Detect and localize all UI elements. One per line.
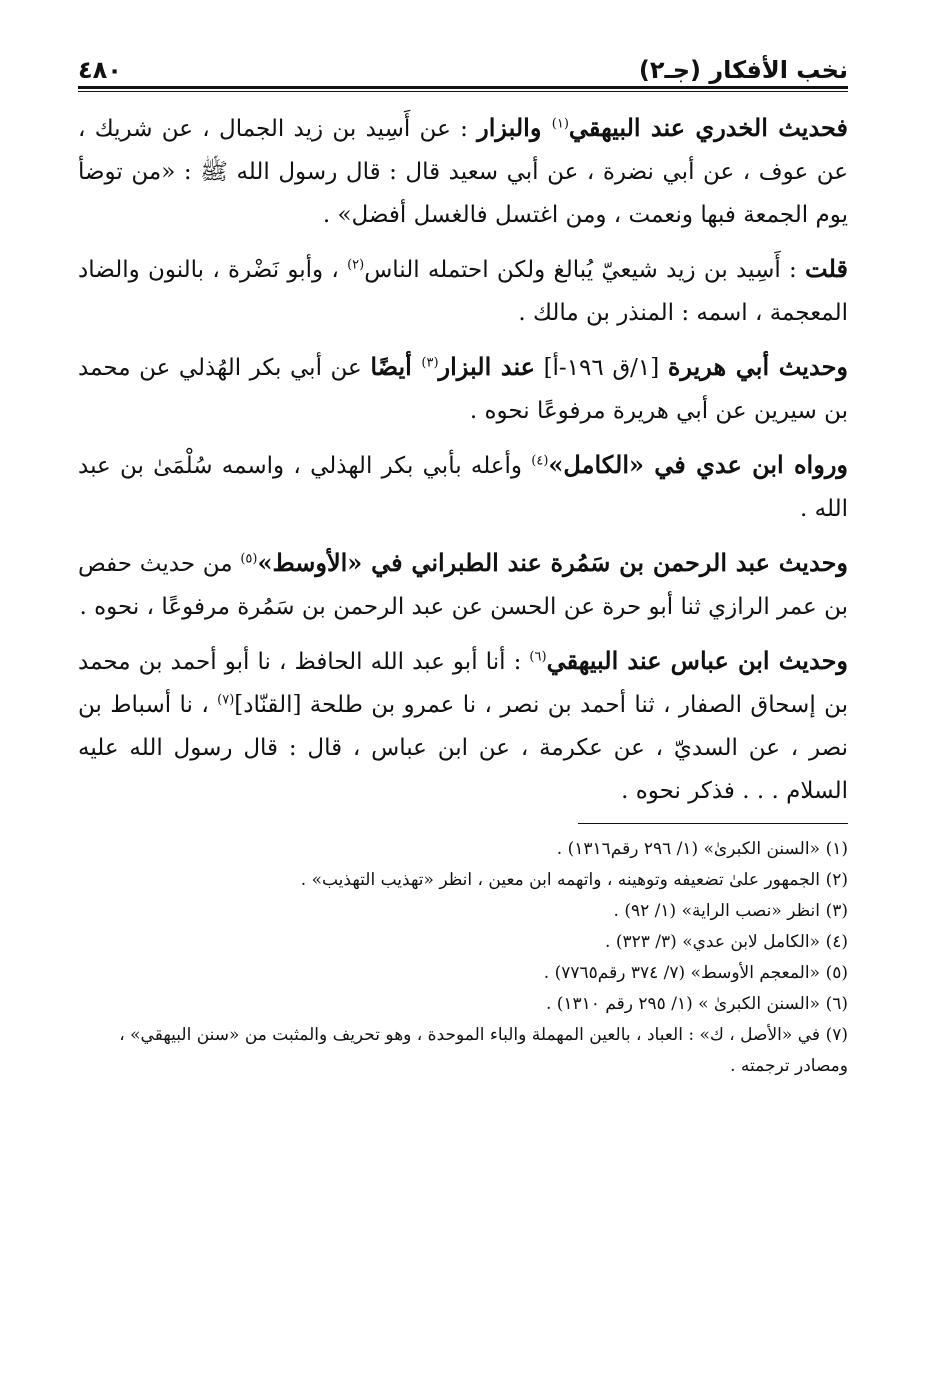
footnote-ref[interactable]: (٥) [240,551,258,567]
page-number: ٤٨٠ [78,56,122,84]
footnote-text: «السنن الكبرىٰ » (١/ ٢٩٥ رقم ١٣١٠) . [545,994,820,1014]
footnote-ref[interactable]: (٤) [531,453,549,469]
footnote [78,958,848,989]
bold-lead: قلت [805,254,848,283]
footnote [78,1020,848,1082]
paragraph [78,106,848,237]
footnote-number: (٧) [825,1025,848,1045]
paragraph-text: ، نا أسباط بن نصر ، عن السديّ ، عن عكرمة ، عن ابن عباس ، قال : قال رسول الله عليه السلام . . . فذكر نحوه . [78,692,848,804]
paragraph-text: ، وأبو نَضْرة ، بالنون والضاد المعجمة ، اسمه : المنذر بن مالك . [78,257,848,326]
paragraph [78,541,848,629]
paragraph-text: وأعله بأبي بكر الهذلي ، واسمه سُلْمَىٰ بن عبد الله . [78,453,848,522]
header-rule [78,86,848,89]
paragraph [78,443,848,531]
footnote [78,896,848,927]
footnote-ref[interactable]: (٢) [347,257,365,273]
footnote-text: في «الأصل ، ك» : العباد ، بالعين المهملة والباء الموحدة ، وهو تحريف والمثبت من «سنن البيهقي» ، ومصادر ترجمته . [119,1025,848,1076]
footnote [78,834,848,865]
footnote-ref[interactable]: (٣) [421,355,439,371]
footnote-ref[interactable]: (٦) [529,649,547,665]
paragraph-text: عن أبي بكر الهُذلي عن محمد بن سيرين عن أبي هريرة مرفوعًا نحوه . [78,355,848,424]
bold-lead: أيضًا [370,352,422,381]
book-title: نخب الأفكار (جـ٢) [638,56,848,84]
bold-lead: وحديث عبد الرحمن بن سَمُرة عند الطبراني في «الأوسط» [257,548,849,577]
footnote [78,865,848,896]
bold-lead: وحديث ابن عباس عند البيهقي [546,646,848,675]
paragraph [78,345,848,433]
bold-lead: وحديث أبي هريرة [667,352,849,381]
footnote-text: الجمهور علىٰ تضعيفه وتوهينه ، واتهمه ابن معين ، انظر «تهذيب التهذيب» . [300,870,820,890]
bold-lead: والبزار [477,113,552,142]
page [78,40,848,1082]
paragraph-text: : عن أَسِيد بن زيد الجمال ، عن شريك ، عن عوف ، عن أبي نضرة ، عن أبي سعيد قال : قال رسول الله ﷺ : «من توضأ يوم الجمعة فبها ونعمت ، ومن اغتسل فالغسل أفضل» . [78,116,848,228]
paragraph-text: : أَسِيد بن زيد شيعيّ يُبالغ ولكن احتمله الناس [364,257,806,283]
bold-lead: عند البزار [438,352,536,381]
header-rule-thin [78,91,848,92]
paragraph-text: من حديث حفص بن عمر الرازي ثنا أبو حرة عن الحسن عن عبد الرحمن بن سَمُرة مرفوعًا ، نحوه . [78,551,848,620]
footnotes [78,834,848,1082]
paragraph-text: : أنا أبو عبد الله الحافظ ، نا أبو أحمد بن محمد بن إسحاق الصفار ، ثنا أحمد بن نصر ، نا عمرو بن طلحة [القنّاد] [78,649,848,718]
footnote [78,927,848,958]
paragraph [78,247,848,335]
footnote-number: (٦) [825,994,848,1014]
footnote-ref[interactable]: (٧) [217,692,235,708]
footnote-text: «السنن الكبرىٰ» (١/ ٢٩٦ رقم١٣١٦) . [556,839,820,859]
footnote-number: (٤) [825,932,848,952]
footnote-text: «الكامل لابن عدي» (٣/ ٣٢٣) . [605,932,820,952]
footnote-number: (٥) [825,963,848,983]
bold-lead: فحديث الخدري عند البيهقي [568,113,849,142]
footnote-ref[interactable]: (١) [551,116,569,132]
running-header [78,40,848,84]
footnote-separator [578,823,848,824]
paragraph [78,639,848,813]
footnote-text: انظر «نصب الراية» (١/ ٩٢) . [613,901,820,921]
footnote-text: «المعجم الأوسط» (٧/ ٣٧٤ رقم٧٧٦٥) . [543,963,820,983]
paragraph-text: [١/ق ١٩٦-أ] [535,355,668,381]
footnote-number: (٣) [825,901,848,921]
bold-lead: ورواه ابن عدي في «الكامل» [548,450,848,479]
main-text [78,106,848,813]
footnote-number: (١) [825,839,848,859]
footnote [78,989,848,1020]
footnote-number: (٢) [825,870,848,890]
